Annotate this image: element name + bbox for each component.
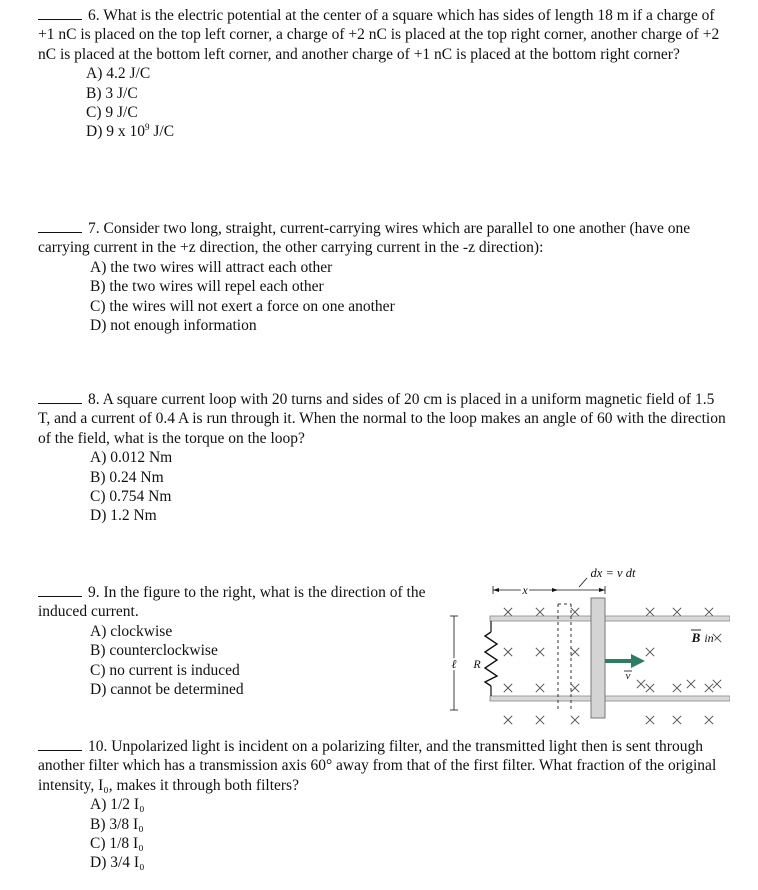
options-list [86, 64, 728, 142]
option-a: A) clockwise [90, 622, 173, 640]
option-c: C) 9 J/C [86, 104, 138, 122]
option-a: A) 1/2 I₀ [90, 796, 145, 814]
option-d: D) 9 x $10^9$ J/C [86, 122, 175, 141]
question-number: 10. [88, 738, 108, 755]
question-text-cont: field of 1.5 T, and a current of 0.4 A is run through it. When the normal to the loop makes an angle of 60 with the direction of the field, what is the torque on the loop? [38, 391, 726, 447]
question-number: 8. [88, 391, 100, 408]
question-text: Unpolarized light is incident on a polarizing filter, and the transmitted light then is [111, 738, 623, 755]
option-c: C) no current is induced [90, 661, 240, 679]
field-x-mark [571, 684, 579, 692]
field-x-mark [705, 608, 713, 616]
velocity-arrow-head [631, 654, 645, 668]
answer-blank[interactable] [38, 390, 82, 404]
field-x-mark [504, 716, 512, 724]
option-b: B) counterclockwise [90, 642, 218, 660]
question-6 [38, 6, 728, 142]
field-x-mark [705, 684, 713, 692]
l-label: ℓ [451, 657, 457, 671]
question-number: 6. [88, 7, 100, 24]
question-7-stem [38, 219, 728, 258]
question-text-cont: (have one carrying current in the +z direction, the other carrying current in the -z direction): [38, 220, 691, 257]
field-x-mark [536, 716, 544, 724]
answer-blank[interactable] [38, 583, 82, 597]
r-label: R [473, 657, 481, 671]
options-list [90, 795, 728, 873]
question-10 [38, 737, 728, 873]
question-number: 7. [88, 220, 100, 237]
question-text-cont: a charge of +1 nC is placed on the top left corner, a charge of +2 nC is placed at the top right corner, another charge of +2 nC is placed at the bottom left corner, and another charge of +1 nC is placed at the bottom right corner? [38, 7, 720, 63]
field-x-mark [536, 608, 544, 616]
question-text: In the figure to the right, what is the direction of [103, 584, 403, 601]
option-d: D) 3/4 I₀ [90, 854, 145, 872]
question-10-stem [38, 737, 728, 795]
option-c: C) 0.754 Nm [90, 488, 172, 506]
field-x-mark [571, 608, 579, 616]
option-c: C) the wires will not exert a force on one another [90, 297, 395, 315]
field-x-mark [713, 634, 721, 642]
field-x-mark [705, 716, 713, 724]
magnetic-field-marks [504, 608, 721, 724]
question-8 [38, 390, 728, 526]
exponent: 9 [144, 122, 150, 133]
question-text: Consider two long, straight, current-carrying wires which are parallel to one another [103, 220, 626, 237]
option-b: B) the two wires will repel each other [90, 278, 324, 296]
options-list [90, 258, 728, 336]
field-x-mark [673, 608, 681, 616]
option-a: A) 0.012 Nm [90, 449, 173, 467]
question-7 [38, 219, 728, 335]
question-8-stem [38, 390, 728, 448]
field-x-mark [536, 648, 544, 656]
answer-blank[interactable] [38, 737, 82, 751]
field-x-mark [687, 680, 695, 688]
b-in-label: in [704, 631, 714, 645]
question-text-cont: the induced current. [38, 584, 426, 621]
field-x-mark [646, 648, 654, 656]
field-x-mark [571, 716, 579, 724]
top-rail [490, 616, 730, 621]
option-d: D) not enough information [90, 317, 257, 335]
moving-rod-figure [445, 560, 730, 730]
question-6-stem [38, 6, 728, 64]
field-x-mark [504, 684, 512, 692]
question-number: 9. [88, 584, 100, 601]
answer-blank[interactable] [38, 6, 82, 20]
option-d: D) 1.2 Nm [90, 507, 157, 525]
field-x-mark [571, 648, 579, 656]
field-x-mark [713, 680, 721, 688]
field-x-mark [504, 608, 512, 616]
question-text-cont: sent through another filter which has a transmission axis 60° away from that of the first filter. What fraction of the original intensity, I₀, makes it through both filters? [38, 738, 717, 794]
field-x-mark [637, 680, 645, 688]
option-a: A) 4.2 J/C [86, 65, 151, 83]
option-b: B) 3 J/C [86, 84, 138, 102]
field-x-mark [646, 716, 654, 724]
field-x-mark [673, 716, 681, 724]
bottom-rail [490, 696, 730, 701]
field-x-mark [646, 608, 654, 616]
x-label: x [522, 583, 528, 597]
v-label: v [625, 670, 631, 682]
option-d: D) cannot be determined [90, 681, 244, 699]
option-a: A) the two wires will attract each other [90, 258, 333, 276]
field-x-mark [504, 648, 512, 656]
field-x-mark [536, 684, 544, 692]
field-x-mark [646, 684, 654, 692]
answer-blank[interactable] [38, 219, 82, 233]
question-text: A square current loop with 20 turns and sides of 20 cm is placed in a uniform magnetic [102, 391, 643, 408]
option-b: B) 3/8 I₀ [90, 815, 144, 833]
sliding-rod [591, 598, 605, 718]
question-text: What is the electric potential at the center of a square which has sides of length 18 m if [103, 7, 643, 24]
b-label: B [691, 630, 701, 645]
dx-label: dx = v dt [590, 566, 636, 580]
question-9-stem [38, 583, 438, 622]
option-b: B) 0.24 Nm [90, 468, 164, 486]
field-x-mark [673, 684, 681, 692]
options-list [90, 448, 728, 526]
option-c: C) 1/8 I₀ [90, 835, 144, 853]
resistor [485, 632, 497, 686]
